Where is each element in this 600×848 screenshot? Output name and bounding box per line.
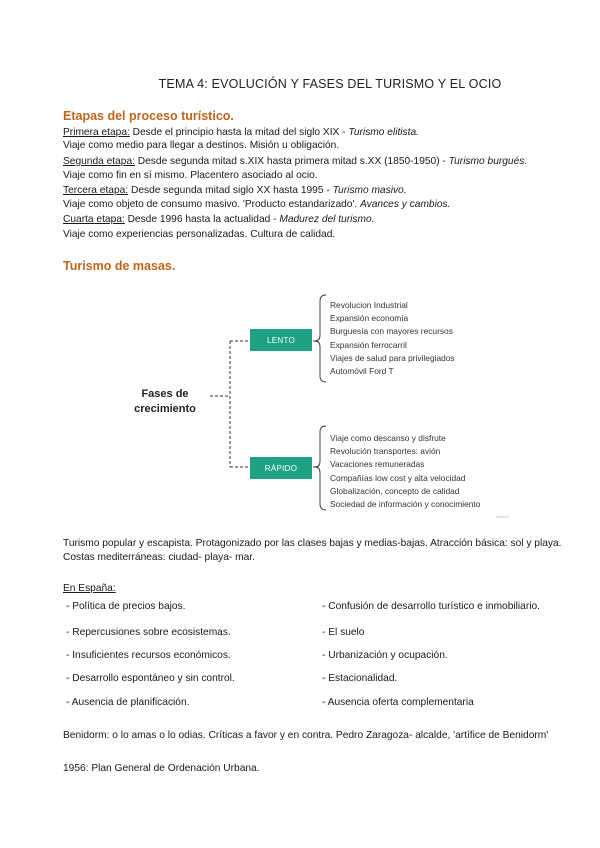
espana-right-item: - Ausencia oferta complementaria	[322, 697, 474, 708]
etapa-line	[63, 155, 527, 168]
benidorm-line: Benidorm: o lo amas o lo odias. Críticas a favor y en contra. Pedro Zaragoza- alcalde, 'artífice de Benidorm'	[63, 730, 549, 741]
espana-left-item: - Repercusiones sobre ecosistemas.	[66, 627, 231, 638]
list-item: Expansión ferrocarril	[330, 339, 407, 350]
espana-left-item: - Desarrollo espontáneo y sin control.	[66, 673, 235, 684]
etapa-line	[63, 198, 450, 211]
list-item: Revolucion Industrial	[330, 300, 408, 310]
masas-heading: Turismo de masas.	[63, 259, 176, 273]
etapa-line	[63, 184, 407, 197]
etapa-italic: Madurez del turismo.	[279, 214, 375, 225]
list-item: Viaje como descanso y disfrute	[330, 433, 446, 443]
espana-right-item: - Confusión de desarrollo turístico e inmobiliario.	[322, 601, 541, 612]
etapas-heading: Etapas del proceso turístico.	[63, 109, 234, 123]
lento-box	[250, 329, 312, 351]
etapa-italic: Avances y cambios.	[360, 199, 451, 210]
espana-right-item: - Urbanización y ocupación.	[322, 650, 448, 661]
plan-line: 1956: Plan General de Ordenación Urbana.	[63, 763, 260, 774]
diagram-root-label: Fases de crecimiento	[134, 388, 196, 415]
etapa-line	[63, 213, 374, 226]
espana-left-item: - Política de precios bajos.	[66, 601, 186, 612]
espana-left-item: - Ausencia de planificación.	[66, 697, 190, 708]
etapa-text: Desde el principio hasta la mitad del siglo XIX -	[129, 127, 349, 138]
etapa-text: Desde 1996 hasta la actualidad -	[124, 214, 280, 225]
etapa-label: Segunda etapa:	[63, 156, 135, 167]
diagram-connectors	[0, 280, 600, 520]
etapa-italic: Turismo elitista.	[348, 127, 419, 138]
rapido-list	[330, 432, 480, 511]
list-item: Vacaciones remuneradas	[330, 459, 425, 470]
etapa-italic: Turismo burgués.	[448, 156, 528, 167]
etapa-line	[63, 169, 318, 182]
page-title: TEMA 4: EVOLUCIÓN Y FASES DEL TURISMO Y EL OCIO	[158, 77, 502, 91]
etapa-text: Desde segunda mitad s.XIX hasta primera mitad s.XX (1850-1950) -	[134, 156, 449, 167]
list-item: Sociedad de información y conocimiento	[330, 499, 481, 510]
phases-diagram	[0, 280, 600, 520]
list-item: Revolución transportes: avión	[330, 446, 441, 457]
espana-right-item: - Estacionalidad.	[322, 673, 398, 684]
list-item: Globalización, concepto de calidad	[330, 485, 460, 496]
etapa-line	[63, 228, 335, 241]
etapa-line	[63, 139, 339, 152]
etapa-text: Desde segunda mitad siglo XX hasta 1995 -	[128, 185, 333, 196]
watermark: wuolah	[496, 514, 509, 519]
etapa-label: Tercera etapa:	[63, 185, 129, 196]
etapa-label: Cuarta etapa:	[63, 214, 125, 225]
etapa-text: Viaje como objeto de consumo masivo. 'Producto estandarizado'.	[63, 199, 361, 210]
lento-label: LENTO	[266, 335, 296, 345]
list-item: Viajes de salud para privilegiados	[330, 352, 455, 363]
etapa-line	[63, 126, 419, 139]
etapa-italic: Turismo masivo.	[332, 185, 407, 196]
list-item: Compañías low cost y alta velocidad	[330, 472, 466, 483]
rapido-label: RÁPIDO	[264, 463, 298, 473]
masas-paragraph: Turismo popular y escapista. Protagonizado por las clases bajas y medias-bajas. Atracción básica: sol y playa. Costas mediterráneas: ciudad- playa- mar.	[63, 538, 562, 563]
espana-left-item: - Insuficientes recursos económicos.	[66, 650, 231, 661]
etapa-text: Viaje como fin en sí mismo. Placentero asociado al ocio.	[63, 170, 318, 181]
etapa-text: Viaje como experiencias personalizadas. Cultura de calidad.	[63, 229, 336, 240]
lento-list	[330, 299, 455, 378]
espana-heading: En España:	[63, 583, 116, 594]
list-item: Expansión economía	[330, 313, 409, 324]
rapido-box	[250, 457, 312, 479]
list-item: Automóvil Ford T	[330, 366, 394, 377]
etapa-text: Viaje como medio para llegar a destinos. Misión u obligación.	[63, 140, 340, 151]
etapa-label: Primera etapa:	[63, 127, 130, 138]
list-item: Burguesía con mayores recursos	[330, 326, 453, 337]
espana-right-item: - El suelo	[322, 627, 365, 638]
